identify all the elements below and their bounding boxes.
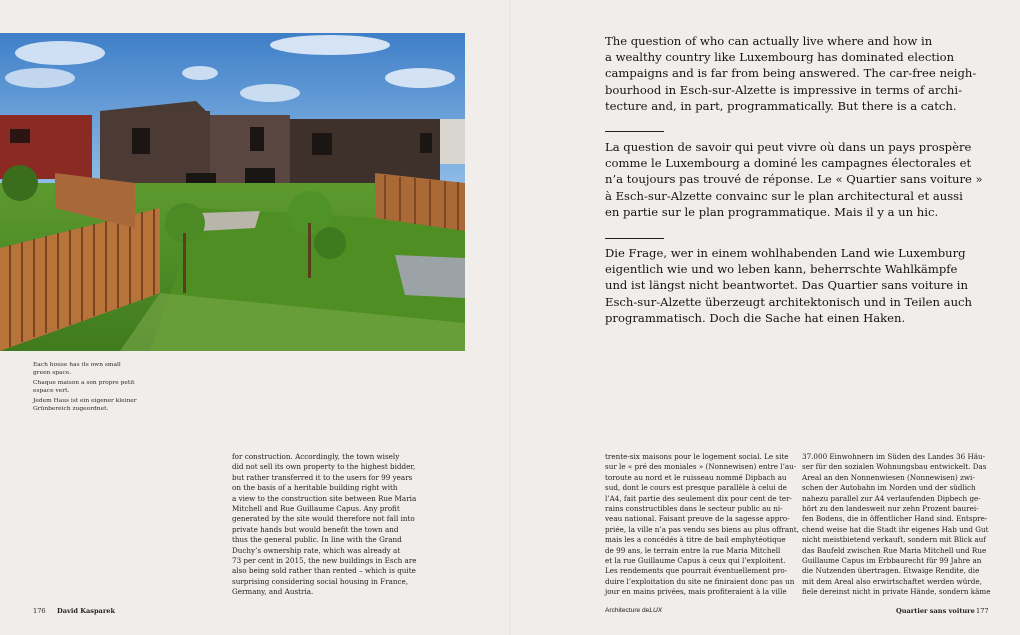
housing-photo xyxy=(0,33,465,351)
divider-rule xyxy=(605,131,664,132)
photo-caption xyxy=(33,362,153,417)
page-number-right: 177 xyxy=(976,607,989,615)
body-column-french: trente-six maisons pour le logement social. Le site sur le « pré des moniales » (Nonnewisen) entre l’au- toroute au nord et le ruisseau nommé Dipbach au sud, dont le cours est presque parallèle à celui de l’A4, fait partie des seulement dix pour cent de ter- rains constructibles dans le secteur public au ni- veau national. Faisant preuve de la sagesse appro- priée, la ville n’a pas vendu ses biens au plus offrant, mais les a concédés à titre de bail emphytéotique de 99 ans, le terrain entre la rue Maria Mitchell et la rue Guillaume Capus à ceux qui l’exploitent. Les rendements que pourrait éventuellement pro- duire l’exploitation du site ne finiraient donc pas un jour en mains privées, mais profiteraient à la ville xyxy=(605,452,799,597)
page-number-left: 176 xyxy=(33,607,46,615)
section-title: Quartier sans voiture xyxy=(896,607,975,615)
lead-paragraph-german: Die Frage, wer in einem wohlhabenden Land wie Luxemburg eigentlich wie und wo leben kann, beherrschte Wahlkämpfe und ist längst nicht beantwortet. Das Quartier sans voiture in Esch-sur-Alzette überzeugt architektonisch und in Teilen auch programmatisch. Doch die Sache hat einen Haken. xyxy=(605,246,973,325)
body-column-german: 37.000 Einwohnern im Süden des Landes 36 Häu- ser für den sozialen Wohnungsbau entwickelt. Das Areal an den Nonnenwiesen (Nonnewisen) zwi- schen der Autobahn im Norden und der südlich nahezu parallel zur A4 verlaufenden Dipbech ge- hört zu den landesweit nur zehn Prozent baurei- fen Bodens, die in öffentlicher Hand sind. Entspre- chend weise hat die Stadt ihr eigenes Hab und Gut nicht meistbietend verkauft, sondern mit Blick auf das Baufeld zwischen Rue Maria Mitchell und Rue Guillaume Capus im Erbbaurecht für 99 Jahre an die Nutzenden übertragen. Etwaige Rendite, die mit dem Areal also erwirtschaftet werden würde, fiele dereinst nicht in private Hände, sondern käme xyxy=(802,452,991,597)
caption-en: Each house has its own small green space. xyxy=(33,362,121,376)
caption-de: Jedem Haus ist ein eigener kleiner Grünbereich zugeordnet. xyxy=(33,398,137,412)
divider-rule xyxy=(605,238,664,239)
caption-fr: Chaque maison a son propre petit espace vert. xyxy=(33,380,135,394)
journal-name: Architecture deLUX xyxy=(605,607,663,614)
author-name: David Kasparek xyxy=(57,607,116,615)
page-gutter xyxy=(509,0,511,635)
housing-photo-illustration xyxy=(0,33,465,351)
lead-paragraph-french: La question de savoir qui peut vivre où dans un pays prospère comme le Luxembourg a dominé les campagnes électorales et n’a toujours pas trouvé de réponse. Le « Quartier sans voiture » à Esch-sur-Alzette convainc sur le plan architectural et aussi en partie sur le plan programmatique. Mais il y a un hic. xyxy=(605,140,983,219)
body-column-english: for construction. Accordingly, the town wisely did not sell its own property to the highest bidder, but rather transferred it to the users for 99 years on the basis of a heritable building right with a view to the construction site between Rue Maria Mitchell and Rue Guillaume Capus. Any profit generated by the site would therefore not fall into private hands but would benefit the town and thus the general public. In line with the Grand Duchy’s ownership rate, which was already at 73 per cent in 2015, the new buildings in Esch are also being sold rather than rented – which is quite surprising considering social housing in France, Germany, and Austria. xyxy=(232,452,417,597)
lead-paragraph-english: The question of who can actually live where and how in a wealthy country like Luxembourg has dominated election campaigns and is far from being answered. The car-free neigh- bourhood in Esch-sur-Alzette is impressive in terms of archi- tecture and, in part, programmatically. But there is a catch. xyxy=(605,34,977,113)
